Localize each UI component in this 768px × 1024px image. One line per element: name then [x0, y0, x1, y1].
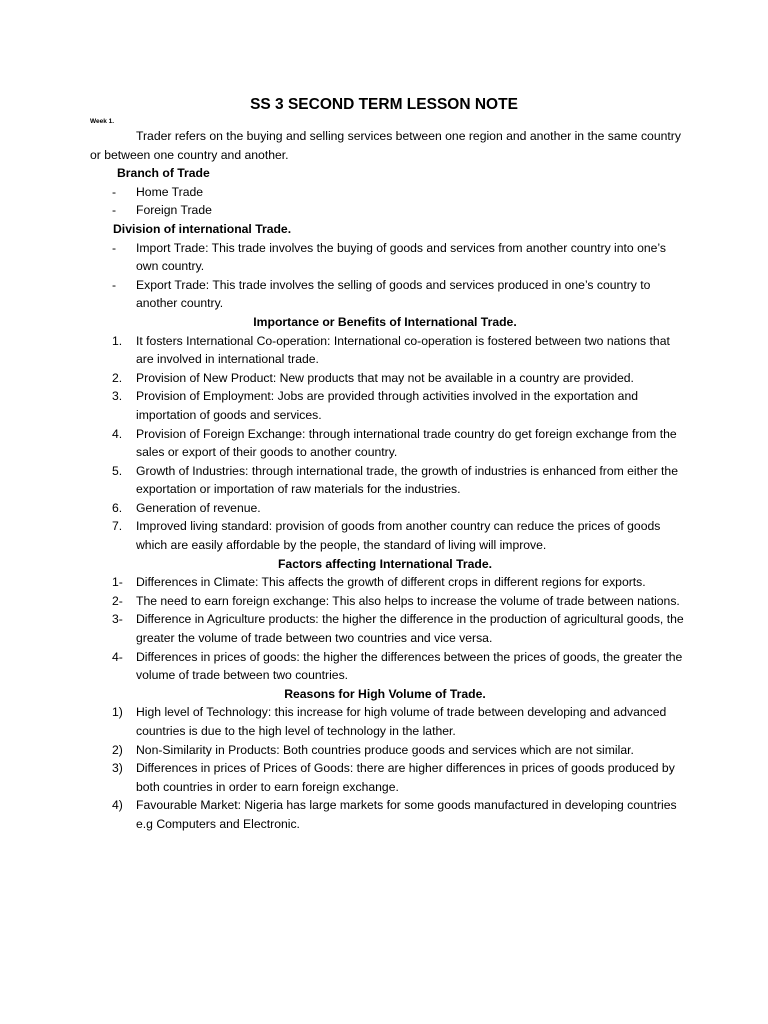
list-marker: 1-: [112, 575, 123, 590]
list-item: [90, 462, 690, 499]
factors-list: [90, 573, 690, 685]
list-item-text: High level of Technology: this increase for high volume of trade between developing and advanced countries is due to the high level of technology in the lather.: [136, 705, 667, 738]
list-item: [90, 592, 690, 611]
branch-heading: Branch of Trade: [117, 166, 210, 181]
list-marker: 3.: [112, 389, 123, 404]
list-item-text: Difference in Agriculture products: the higher the difference in the production of agricultural goods, the greater the volume of trade between two countries and vice versa.: [136, 612, 684, 646]
list-item-text: Favourable Market: Nigeria has large markets for some goods manufactured in developing countries e.g Computers and Electronic.: [136, 798, 677, 831]
list-item: [90, 499, 690, 518]
list-marker: -: [112, 277, 117, 292]
list-item-text: Provision of New Product: New products that may not be available in a country are provided.: [136, 370, 634, 385]
list-item: [90, 759, 690, 796]
list-item: [90, 517, 690, 554]
list-marker: 2.: [112, 370, 123, 385]
importance-heading: Importance or Benefits of International Trade.: [253, 314, 517, 329]
list-item: [90, 239, 690, 276]
reasons-list: [90, 703, 690, 833]
importance-list: [90, 332, 690, 555]
lesson-body: [90, 127, 690, 834]
list-item: [90, 796, 690, 833]
list-item-text: Import Trade: This trade involves the buying of goods and services from another country into one’s own country.: [136, 240, 666, 274]
list-marker: 4): [112, 798, 123, 813]
list-item: [90, 610, 690, 647]
list-item-text: Differences in prices of Prices of Goods: there are higher differences in prices of goods produced by both countries in order to earn foreign exchange.: [136, 761, 675, 794]
list-item: [90, 573, 690, 592]
list-item-text: Provision of Employment: Jobs are provided through activities involved in the exportation and importation of goods and services.: [136, 389, 638, 422]
week-label: Week 1.: [90, 118, 115, 125]
list-item-text: Differences in prices of goods: the higher the differences between the prices of goods, the greater the volume of trade between two countries.: [136, 649, 683, 683]
list-item-text: Provision of Foreign Exchange: through international trade country do get foreign exchange from the sales or export of their goods to another country.: [136, 426, 677, 460]
list-item-text: Generation of revenue.: [136, 500, 261, 515]
list-marker: 3-: [112, 612, 123, 627]
list-item: [90, 183, 690, 202]
division-list: [90, 239, 690, 313]
list-item: [90, 276, 690, 313]
list-marker: -: [112, 240, 117, 255]
list-item: [90, 201, 690, 220]
list-item: [90, 648, 690, 685]
branch-list: [90, 183, 690, 220]
reasons-heading: Reasons for High Volume of Trade.: [284, 686, 486, 701]
list-marker: -: [112, 203, 117, 218]
list-marker: 1): [112, 705, 123, 720]
intro-paragraph: Trader refers on the buying and selling services between one region and another in the same country or between one country and another.: [90, 129, 681, 162]
list-marker: 4-: [112, 649, 123, 664]
page-title: SS 3 SECOND TERM LESSON NOTE: [250, 96, 518, 113]
list-item: [90, 387, 690, 424]
list-item-text: Improved living standard: provision of goods from another country can reduce the prices of goods which are easily affordable by the people, the standard of living will improve.: [136, 519, 661, 553]
list-marker: 2): [112, 742, 123, 757]
list-marker: 3): [112, 761, 123, 776]
list-item-text: Growth of Industries: through international trade, the growth of industries is enhanced from either the exportation or importation of raw materials for the industries.: [136, 463, 678, 497]
list-item-text: Differences in Climate: This affects the growth of different crops in different regions for exports.: [136, 575, 646, 590]
list-item: [90, 425, 690, 462]
list-item-text: It fosters International Co-operation: International co-operation is fostered between two nations that are involved in international trade.: [136, 333, 670, 367]
list-item-text: Non-Similarity in Products: Both countries produce goods and services which are not similar.: [136, 742, 634, 757]
list-item: [90, 741, 690, 760]
list-item-text: Export Trade: This trade involves the selling of goods and services produced in one’s country to another country.: [136, 277, 651, 311]
list-marker: 6.: [112, 500, 123, 515]
list-item-text: The need to earn foreign exchange: This also helps to increase the volume of trade between nations.: [136, 593, 680, 608]
list-item-text: Foreign Trade: [136, 203, 212, 218]
division-heading: Division of international Trade.: [113, 221, 292, 236]
list-marker: -: [112, 184, 117, 199]
list-marker: 2-: [112, 593, 123, 608]
list-item: [90, 703, 690, 740]
list-item: [90, 369, 690, 388]
list-marker: 4.: [112, 426, 123, 441]
list-marker: 5.: [112, 463, 123, 478]
list-item-text: Home Trade: [136, 184, 204, 199]
list-marker: 1.: [112, 333, 123, 348]
list-marker: 7.: [112, 519, 123, 534]
list-item: [90, 332, 690, 369]
factors-heading: Factors affecting International Trade.: [277, 556, 492, 571]
